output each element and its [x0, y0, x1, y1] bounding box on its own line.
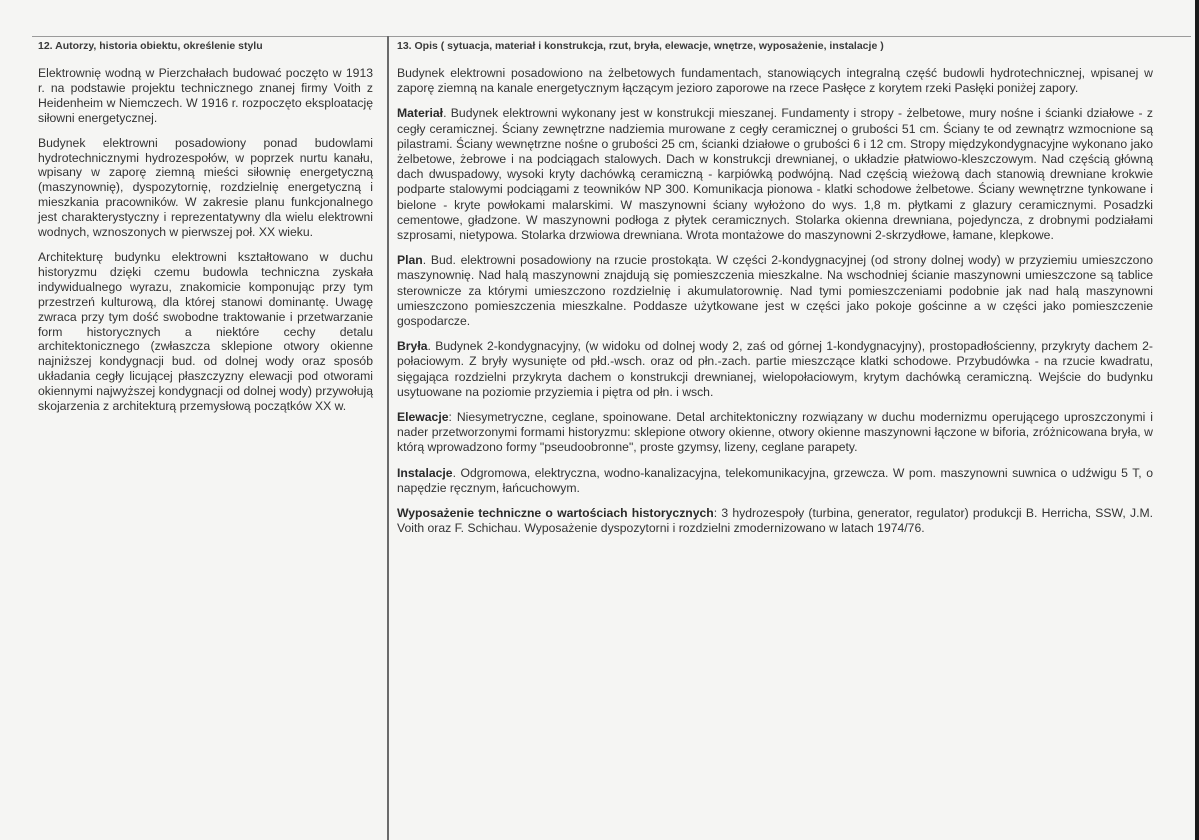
elevations-text: : Niesymetryczne, ceglane, spoinowane. Detal architektoniczny rozwiązany w duchu modernizmu operującego uproszczonymi i nader przetworzonymi formami historyzmu: sklepione otwory okienne, otwory okienne maszynowni łączone w biforia, zróżnicowana bryła, w którą wprowadzono formy "pseudoobronne", proste gzymsy, lizeny, ceglane parapety. — [397, 410, 1153, 455]
material-paragraph — [397, 106, 1153, 243]
intro-paragraph: Budynek elektrowni posadowiono na żelbetowych fundamentach, stanowiących integralną część budowli hydrotechnicznej, wpisanej w zaporę ziemną na kanale energetycznym łączącym jezioro zaporowe na rzece Pasłęce z korytem rzeki Pasłęki poniżej zapory. — [397, 66, 1153, 96]
left-column — [38, 40, 373, 424]
left-paragraph-1: Elektrownię wodną w Pierzchałach budować poczęto w 1913 r. na podstawie projektu technicznego znanej firmy Voith z Heidenheim w Niemczech. W 1916 r. rozpoczęto eksploatację siłowni energetycznej. — [38, 66, 373, 125]
plan-text: . Bud. elektrowni posadowiony na rzucie prostokąta. W części 2-kondygnacyjnej (od strony dolnej wody) w przyziemiu umieszczono maszynownię. Nad halą maszynowni znajdują się pomieszczenia mieszkalne. Na wschodniej ścianie maszynowni umieszczone są tablice sterownicze za którymi umieszczono rozdzielnię i akumulatorownię. Nad tymi pomieszczeniami podobnie jak nad halą maszynowni umieszczono pomieszczenia mieszkalne. Poddasze użytkowane jest w części jako pokoje gościnne a w części jako pomieszczenie gospodarcze. — [397, 253, 1153, 329]
plan-label: Plan — [397, 253, 423, 268]
plan-paragraph — [397, 253, 1153, 329]
form-paragraph — [397, 339, 1153, 400]
installations-text: . Odgromowa, elektryczna, wodno-kanalizacyjna, telekomunikacyjna, grzewcza. W pom. maszynowni suwnica o udźwigu 5 T, o napędzie ręcznym, łańcuchowym. — [397, 465, 1153, 495]
equipment-text: : 3 hydrozespoły (turbina, generator, regulator) produkcji B. Herricha, SSW, J.M. Voith oraz F. Schichau. Wyposażenie dyspozytorni i rozdzielni zmodernizowano w latach 1974/76. — [397, 506, 1154, 536]
material-label: Materiał — [397, 106, 444, 121]
elevations-label: Elewacje — [397, 410, 449, 425]
form-label: Bryła — [397, 339, 428, 354]
elevations-paragraph — [397, 410, 1153, 456]
column-divider — [387, 36, 389, 840]
material-text: . Budynek elektrowni wykonany jest w konstrukcji mieszanej. Fundamenty i stropy - żelbetowe, mury nośne i ścianki działowe - z cegły ceramicznej. Ściany zewnętrzne nadziemia murowane z cegły ceramicznej o grubości 51 cm. Ściany te od zewnątrz wzmocnione są pilastrami. Ściany wewnętrzne nośne o grubości 25 cm, ścianki działowe o grubości 6 i 12 cm. Stropy międzykondygnacyjne wykonano jako żelbetowe, żebrowe i na podciągach stalowych. Dach w konstrukcji drewnianej, o układzie płatwiowo-kleszczowym. Nad częścią główną dach dwuspadowy, wysoki kryty dachówką ceramiczną - karpiówką podwójną. Nad częścią wieżową dach stanowią drewniane krokwie podparte stalowymi podciągami z teowników NP 300. Komunikacja pionowa - klatki schodowe żelbetowe. Ściany wewnętrzne tynkowane i bielone - kryte powłokami malarskimi. W maszynowni ściany wyłożono do wys. 1,8 m. płytkami z glazury ceramicznymi. Posadzki cementowe, gładzone. W maszynowni podłoga z płytek ceramicznych. Stolarka okienna drewniana, pojedyncza, z drobnymi podziałami szprosami, nietypowa. Stolarka drzwiowa drewniana. Wrota montażowe do maszynowni 2-skrzydłowe, łamane, klepkowe. — [397, 106, 1153, 243]
installations-label: Instalacje — [397, 465, 453, 480]
equipment-label: Wyposażenie techniczne o wartościach historycznych — [397, 506, 714, 521]
installations-paragraph — [397, 466, 1153, 496]
section-13-heading: 13. Opis ( sytuacja, materiał i konstrukcja, rzut, bryła, elewacje, wnętrze, wyposażenie, instalacje ) — [397, 40, 884, 52]
top-rule — [32, 36, 1191, 37]
section-12-heading: 12. Autorzy, historia obiektu, określenie stylu — [38, 40, 263, 52]
left-paragraph-3: Architekturę budynku elektrowni kształtowano w duchu historyzmu dzięki czemu budowla techniczna zyskała indywidualnego wyrazu, znakomicie komponując przy tym przestrzeń kulturową, dla której stanowi dominantę. Uwagę zwraca przy tym dość swobodne traktowanie i przetwarzanie form historycznych a niektóre cechy detalu architektonicznego (zwłaszcza sklepione otwory okienne najniższej kondygnacji bud. od dolnej wody oraz sposób układania cegły licującej płaszczyzny elewacji pod otworami okiennymi najwyższej kondygnacji od dolnej wody) przywołują skojarzenia z architekturą przemysłową początków XX w. — [38, 249, 373, 414]
left-paragraph-2: Budynek elektrowni posadowiony ponad budowlami hydrotechnicznymi hydrozespołów, w poprzek nurtu kanału, wpisany w zaporę ziemną mieści siłownię energetyczną (maszynownię), dyspozytornię, rozdzielnię energetyczną i mieszkania pracowników. W zakresie planu funkcjonalnego jest charakterystyczny i reprezentatywny dla wielu elektrowni wodnych, wznoszonych w pierwszej poł. XX wieku. — [38, 135, 373, 240]
page-edge — [1195, 0, 1199, 840]
equipment-paragraph — [397, 506, 1153, 536]
form-text: . Budynek 2-kondygnacyjny, (w widoku od dolnej wody 2, zaś od górnej 1-kondygnacyjny), prostopadłościenny, przykryty dachem 2-połaciowym. Z bryły wysunięte od płd.-wsch. oraz od płn.-zach. partie mieszczące klatki schodowe. Przybudówka - na rzucie kwadratu, sięgająca rozdzielni przykryta dachem o konstrukcji drewnianej, wielopołaciowym, krytym dachówką ceramiczną. Wejście do budynku usytuowane na poziomie przyziemia i piętra od płn. i wsch. — [397, 339, 1153, 399]
right-column — [397, 40, 1153, 546]
